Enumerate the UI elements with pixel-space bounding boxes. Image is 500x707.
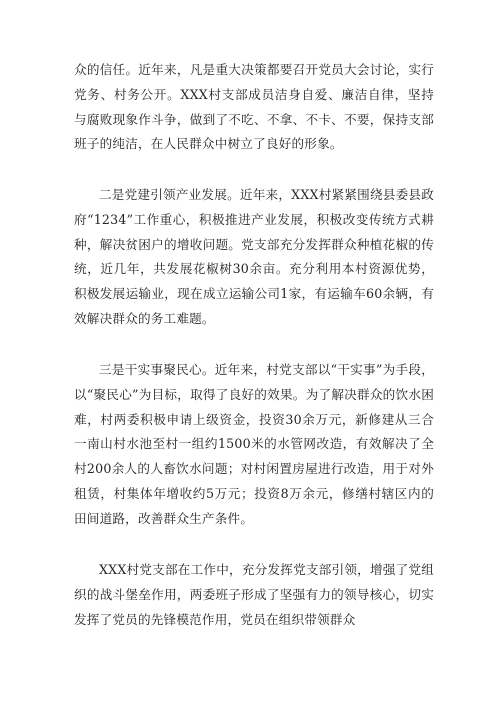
paragraph-2: 二是党建引领产业发展。近年来，XXX村紧紧围绕县委县政府“1234”工作重心，积极推进产业发展，积极改变传统方式耕种，解决贫困户的增收问题。党支部充分发挥群众种植花椒的传统，近几年，共发展花椒树30余亩。充分利用本村资源优势，积极发展运输业，现在成立运输公司1家，有运输车60余辆，有效解决群众的务工难题。	[74, 187, 434, 326]
paragraph-3: 三是干实事聚民心。近年来，村党支部以“干实事”为手段，以“聚民心”为目标，取得了良好的效果。为了解决群众的饮水困难，村两委积极申请上级资金，投资30余万元，新修建从三合一南山村水池至村一组约1500米的水管网改造，有效解决了全村200余人的人畜饮水问题；对村闲置房屋进行改造，用于对外租赁，村集体年增收约5万元；投资8万余元，修缮村辖区内的田间道路，改善群众生产条件。	[74, 362, 434, 526]
paragraph-4: XXX村党支部在工作中，充分发挥党支部引领，增强了党组织的战斗堡垒作用，两委班子形成了坚强有力的领导核心，切实发挥了党员的先锋模范作用，党员在组织带领群众	[74, 562, 434, 627]
paragraph-1: 众的信任。近年来，凡是重大决策都要召开党员大会讨论，实行党务、村务公开。XXX村支部成员洁身自爱、廉洁自律，坚持与腐败现象作斗争，做到了不吃、不拿、不卡、不要，保持支部班子的纯洁，在人民群众中树立了良好的形象。	[74, 62, 434, 152]
